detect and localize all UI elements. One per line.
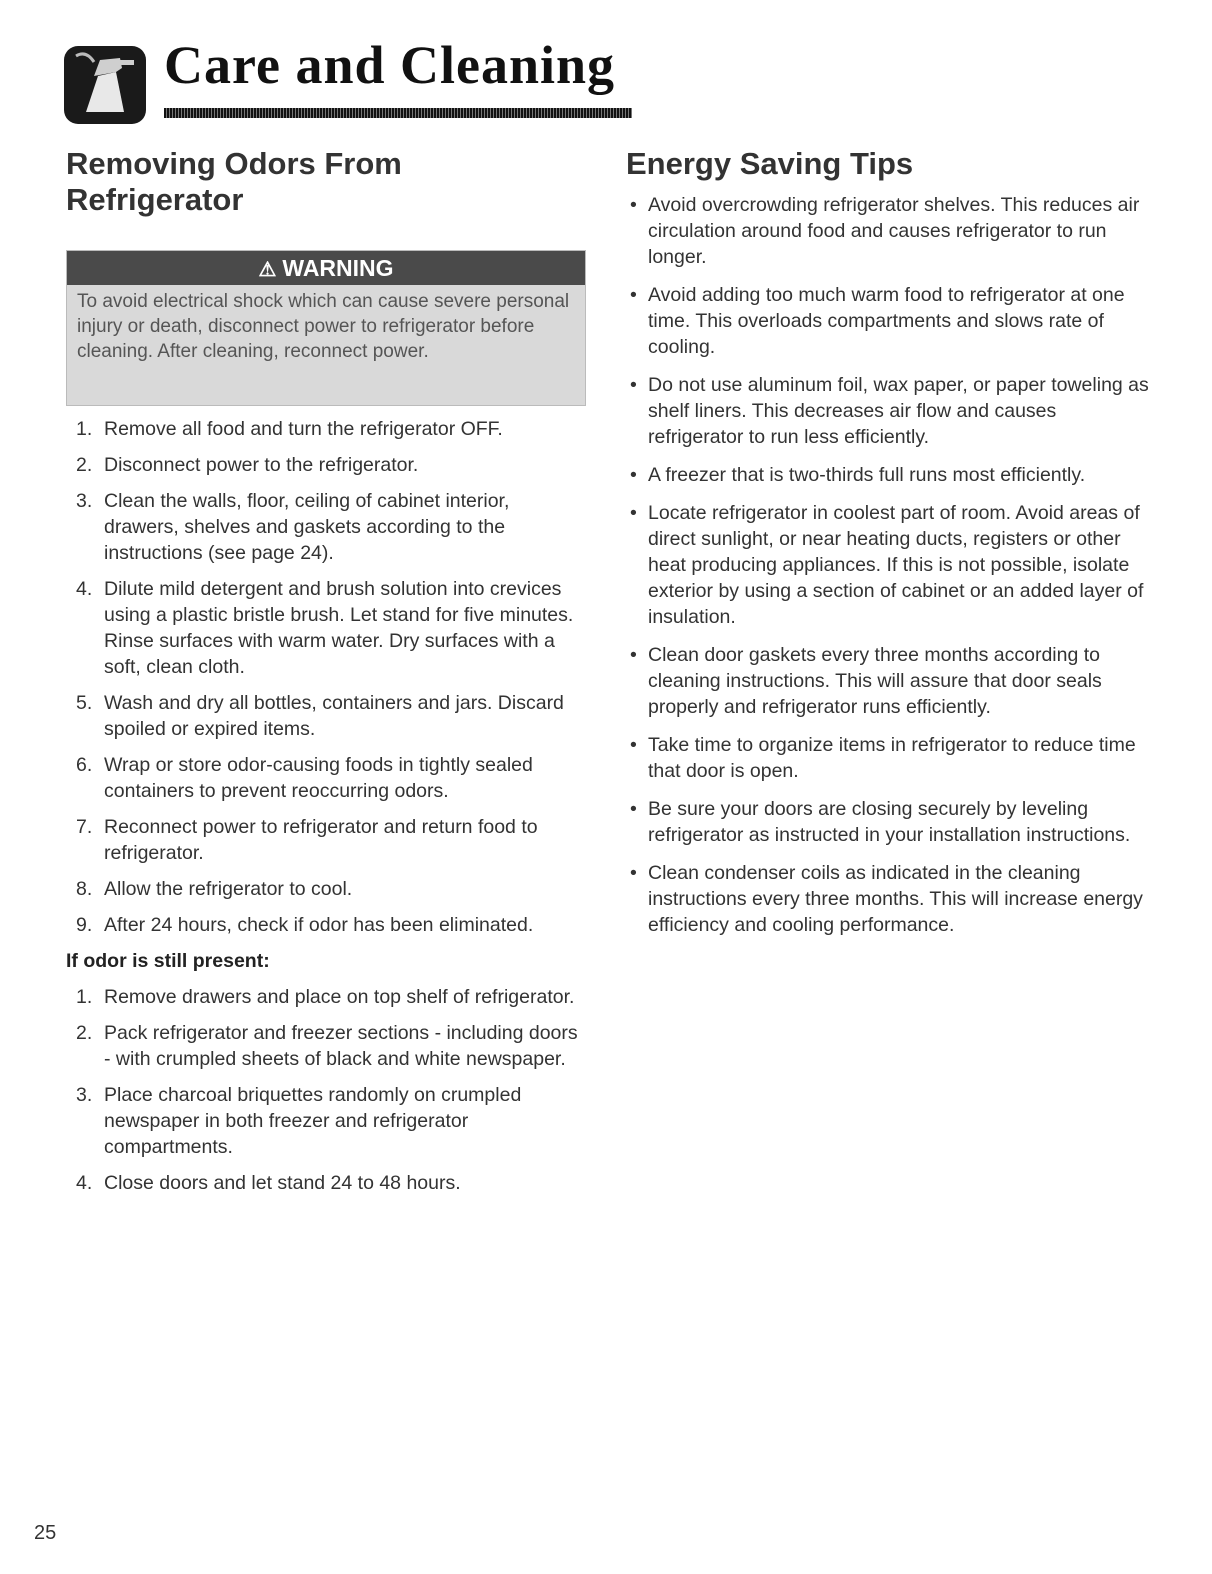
odor-steps-list — [66, 416, 584, 938]
list-item: 5. Wash and dry all bottles, containers and jars. Discard spoiled or expired items. — [76, 692, 564, 740]
list-item: • Do not use aluminum foil, wax paper, or paper toweling as shelf liners. This decreases air flow and causes refrigerator to run less efficiently. — [630, 374, 1149, 448]
section-heading-energy: Energy Saving Tips — [626, 146, 914, 181]
list-item: 3. Place charcoal briquettes randomly on crumpled newspaper in both freezer and refrigerator compartments. — [76, 1084, 522, 1158]
list-item: 3. Clean the walls, floor, ceiling of cabinet interior, drawers, shelves and gaskets according to the instructions (see page 24). — [76, 490, 510, 564]
odor-still-present-subheading: If odor is still present: — [66, 950, 270, 972]
list-item: • Avoid overcrowding refrigerator shelves. This reduces air circulation around food and causes refrigerator to run longer. — [630, 194, 1140, 268]
list-item: • A freezer that is two-thirds full runs most efficiently. — [630, 464, 1086, 486]
list-item: 2. Pack refrigerator and freezer sections - including doors - with crumpled sheets of black and white newspaper. — [76, 1022, 578, 1070]
left-column — [66, 146, 584, 1206]
list-item: • Be sure your doors are closing securely by leveling refrigerator as instructed in your installation instructions. — [630, 798, 1131, 846]
header-rule — [164, 108, 632, 118]
page-number: 25 — [34, 1522, 57, 1544]
list-item: 1. Remove drawers and place on top shelf of refrigerator. — [76, 986, 575, 1008]
page-title: Care and Cleaning — [164, 35, 616, 95]
bullet-icon: • — [630, 284, 637, 306]
list-item: 4. Close doors and let stand 24 to 48 hours. — [76, 1172, 461, 1194]
bullet-icon: • — [630, 374, 637, 396]
section-heading-odors: Removing Odors From Refrigerator — [66, 146, 402, 217]
warning-triangle-icon: ⚠ — [258, 259, 277, 281]
warning-box — [66, 250, 586, 406]
odor-followup-steps-list — [66, 984, 584, 1196]
right-column — [626, 146, 1156, 950]
bullet-icon: • — [630, 734, 637, 756]
list-item: • Clean door gaskets every three months according to cleaning instructions. This will assure that door seals properly and refrigerator runs efficiently. — [630, 644, 1102, 718]
list-item: • Take time to organize items in refrigerator to reduce time that door is open. — [630, 734, 1136, 782]
list-item: 6. Wrap or store odor-causing foods in tightly sealed containers to prevent reoccurring odors. — [76, 754, 533, 802]
list-item: • Clean condenser coils as indicated in the cleaning instructions every three months. This will increase energy efficiency and cooling performance. — [630, 862, 1143, 936]
bullet-icon: • — [630, 464, 637, 486]
warning-header — [67, 251, 585, 285]
warning-label: WARNING — [282, 255, 394, 281]
list-item: 9. After 24 hours, check if odor has been eliminated. — [76, 914, 534, 936]
energy-tips-list — [626, 192, 1156, 938]
list-item: • Avoid adding too much warm food to refrigerator at one time. This overloads compartments and slows rate of cooling. — [630, 284, 1125, 358]
bullet-icon: • — [630, 798, 637, 820]
list-item: 7. Reconnect power to refrigerator and return food to refrigerator. — [76, 816, 538, 864]
bullet-icon: • — [630, 194, 637, 216]
bullet-icon: • — [630, 862, 637, 884]
list-item: 1. Remove all food and turn the refrigerator OFF. — [76, 418, 503, 440]
bullet-icon: • — [630, 502, 637, 524]
section-header — [64, 35, 616, 126]
list-item: 2. Disconnect power to the refrigerator. — [76, 454, 419, 476]
list-item: • Locate refrigerator in coolest part of room. Avoid areas of direct sunlight, or near heating ducts, registers or other heat producing appliances. If this is not possible, isolate exterior by using a section of cabinet or an added layer of insulation. — [630, 502, 1144, 628]
spray-bottle-icon — [64, 46, 146, 124]
bullet-icon: • — [630, 644, 637, 666]
warning-text: To avoid electrical shock which can cause severe personal injury or death, disconnect power to refrigerator before cleaning. After cleaning, reconnect power. — [77, 291, 570, 362]
list-item: 8. Allow the refrigerator to cool. — [76, 878, 353, 900]
list-item: 4. Dilute mild detergent and brush solution into crevices using a plastic bristle brush. Let stand for five minutes. Rinse surfaces with warm water. Dry surfaces with a soft, clean cloth. — [76, 578, 574, 678]
